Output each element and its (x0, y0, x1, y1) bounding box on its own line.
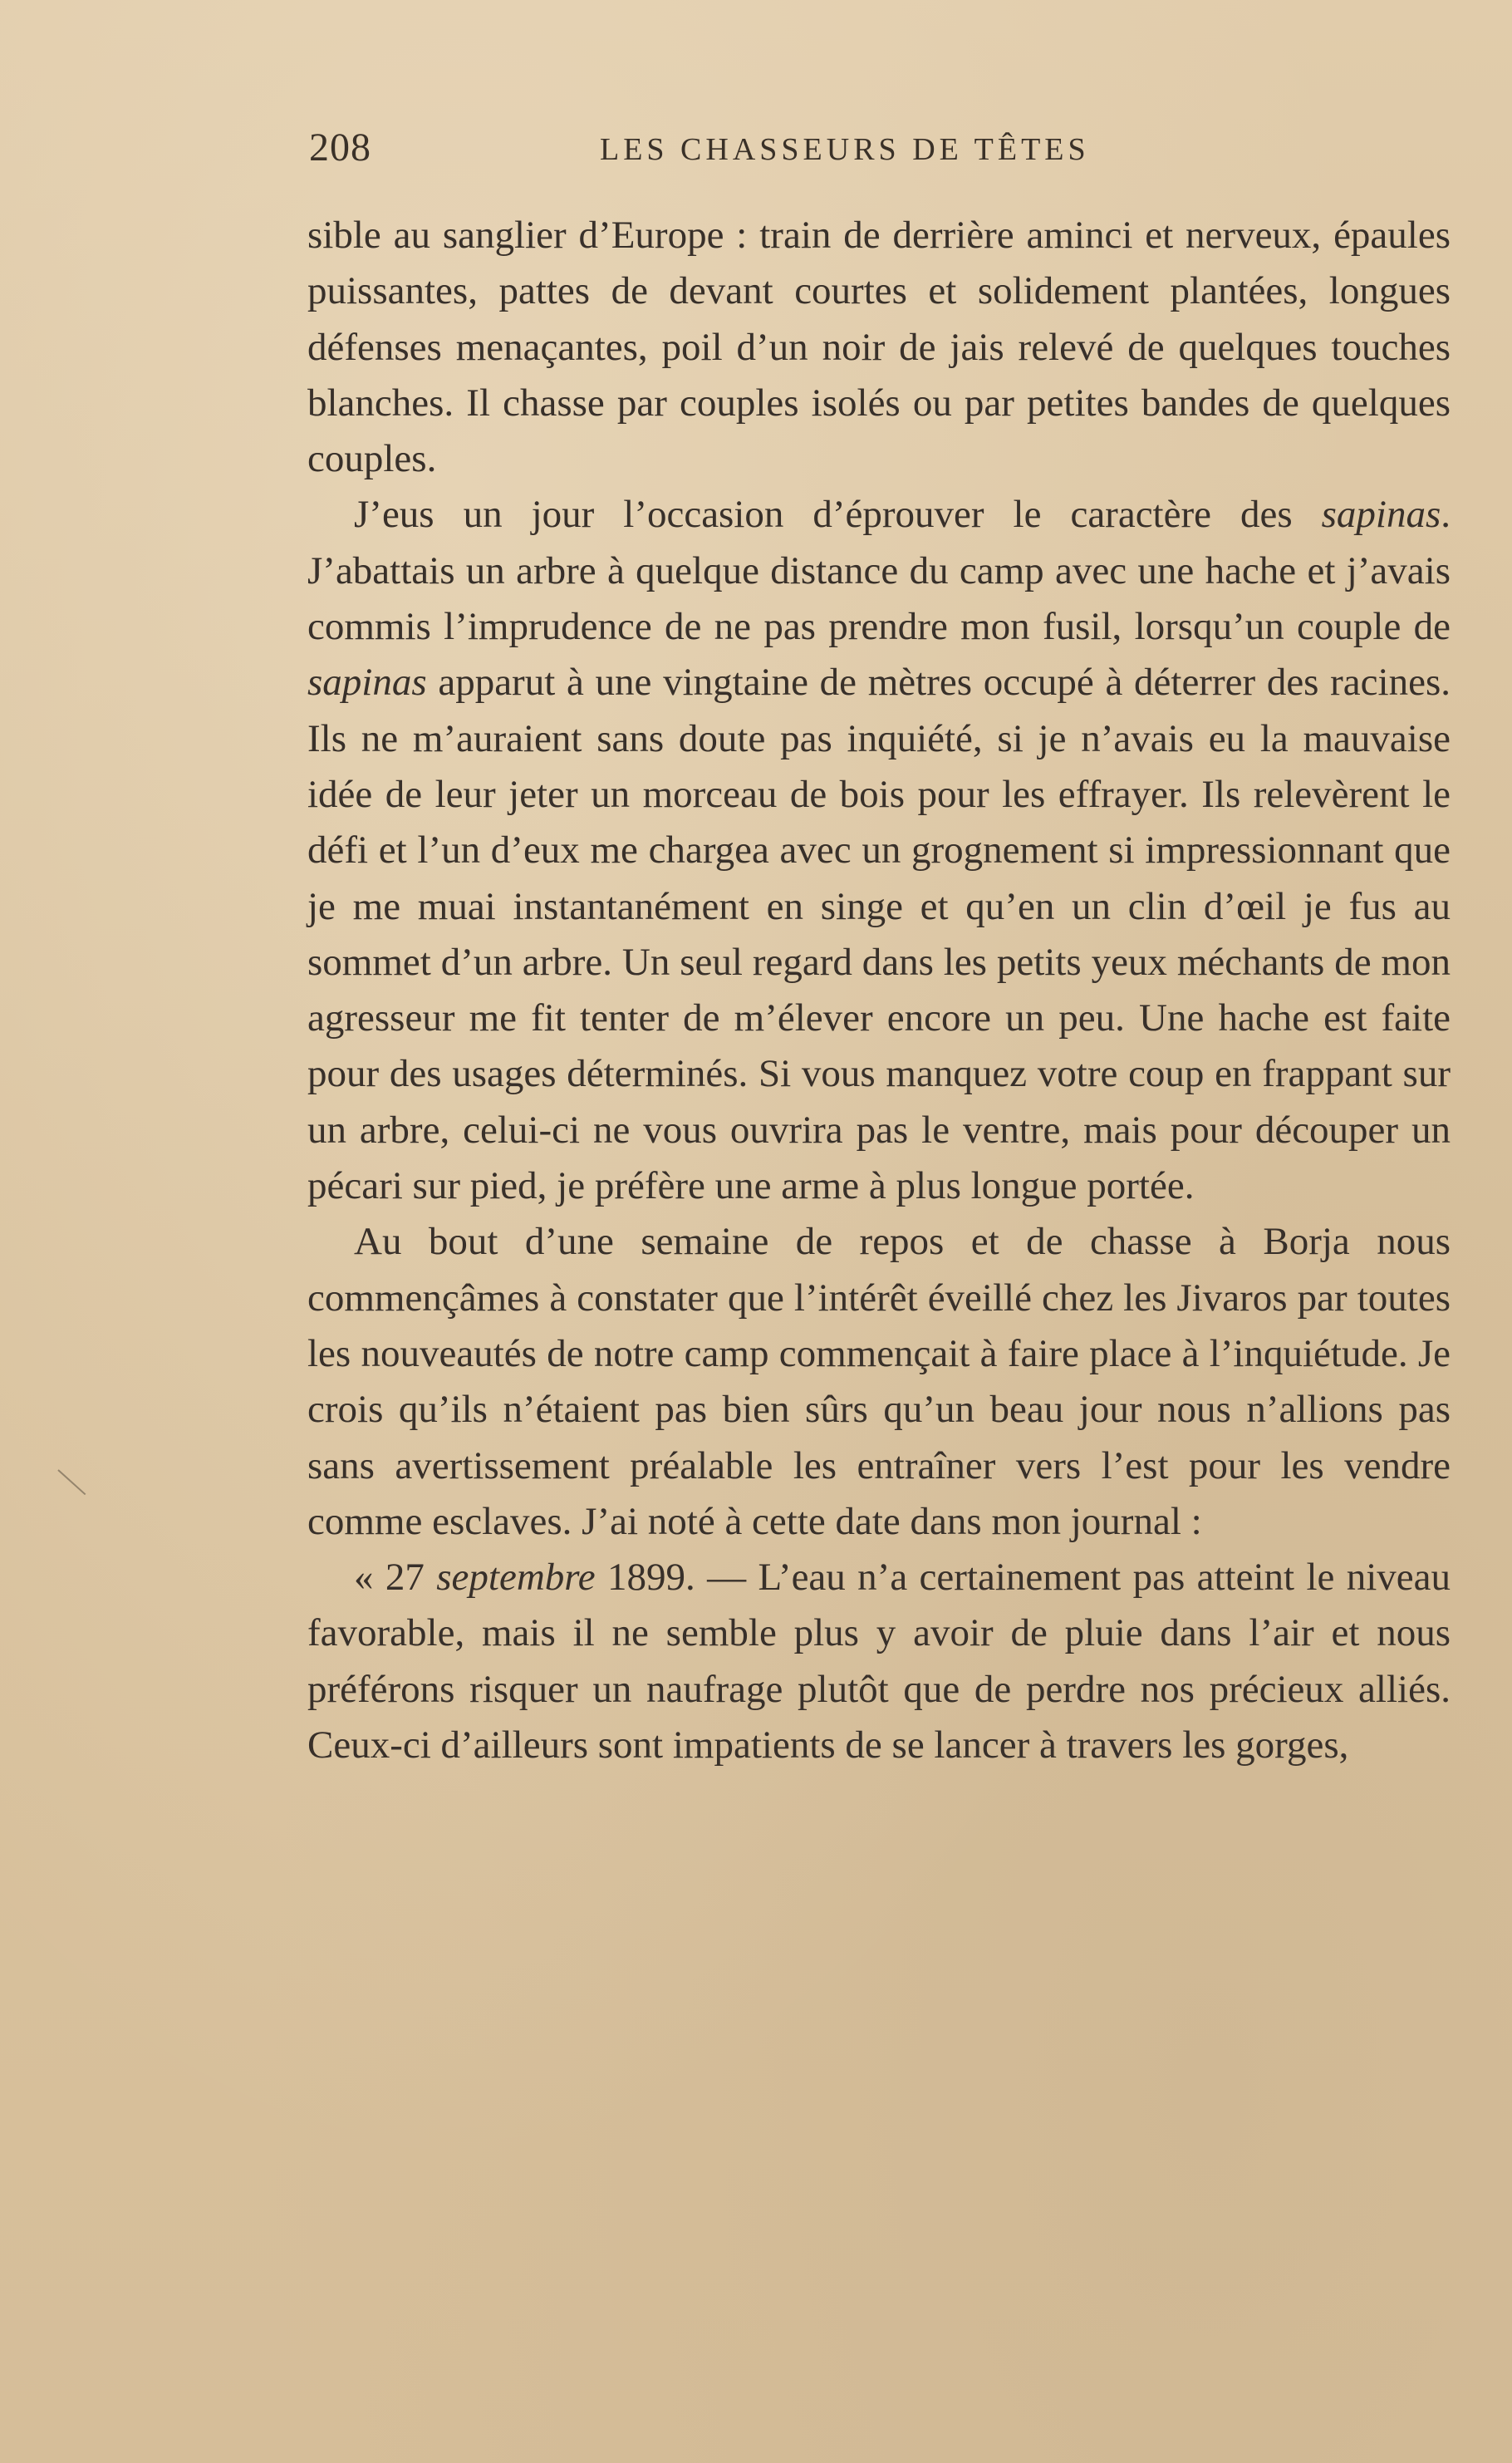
text-run: . J’abattais un arbre à quelque distance du camp avec une hache et j’avais commis l’imprudence de ne pas prendre mon fusil, lorsqu’un couple de (307, 493, 1451, 649)
running-title: LES CHASSEURS DE TÊTES (600, 132, 1090, 167)
text-run: 1899. — L’eau n’a certainement pas atteint le niveau favorable, mais il ne semble plus y avoir de pluie dans l’air et nous préférons risquer un naufrage plutôt que de perdre nos précieux alliés. Ceux-ci d’ailleurs sont impatients de se lancer à travers les gorges, (307, 1556, 1451, 1767)
italic-text-run: sapinas (1321, 493, 1441, 537)
paragraph (307, 208, 1451, 487)
text-run: Au bout d’une semaine de repos et de chasse à Borja nous commençâmes à constater que l’intérêt éveillé chez les Jivaros par toutes les nouveautés de notre camp commençait à faire place à l’inquiétude. Je crois qu’ils n’étaient pas bien sûrs qu’un beau jour nous n’allions pas sans avertissement préalable les entraîner vers l’est pour les vendre comme esclaves. J’ai noté à cette date dans mon journal : (307, 1220, 1451, 1543)
text-run: « 27 (354, 1556, 437, 1600)
paragraph (307, 1214, 1451, 1550)
text-run: J’eus un jour l’occasion d’éprouver le caractère des (354, 493, 1322, 537)
page-number: 208 (309, 125, 371, 170)
margin-scratch-mark (57, 1469, 86, 1495)
paragraph (307, 1550, 1451, 1773)
text-run: sible au sanglier d’Europe : train de derrière aminci et nerveux, épaules puissantes, pattes de devant courtes et solidement plantées, longues défenses menaçantes, poil d’un noir de jais relevé de quelques touches blanches. Il chasse par couples isolés ou par petites bandes de quelques couples. (307, 214, 1451, 481)
body-text (307, 208, 1451, 1773)
italic-text-run: sapinas (307, 661, 427, 705)
paragraph (307, 487, 1451, 1214)
page-header (309, 125, 1156, 175)
italic-text-run: septembre (436, 1556, 596, 1600)
text-run: apparut à une vingtaine de mètres occupé à déterrer des racines. Ils ne m’auraient sans doute pas inquiété, si je n’avais eu la mauvaise idée de leur jeter un morceau de bois pour les effrayer. Ils relevèrent le défi et l’un d’eux me chargea avec un grognement si impressionnant que je me muai instantanément en singe et qu’en un clin d’œil je fus au sommet d’un arbre. Un seul regard dans les petits yeux méchants de mon agresseur me fit tenter de m’élever encore un peu. Une hache est faite pour des usages déterminés. Si vous manquez votre coup en frappant sur un arbre, celui-ci ne vous ouvrira pas le ventre, mais pour découper un pécari sur pied, je préfère une arme à plus longue portée. (307, 661, 1451, 1208)
